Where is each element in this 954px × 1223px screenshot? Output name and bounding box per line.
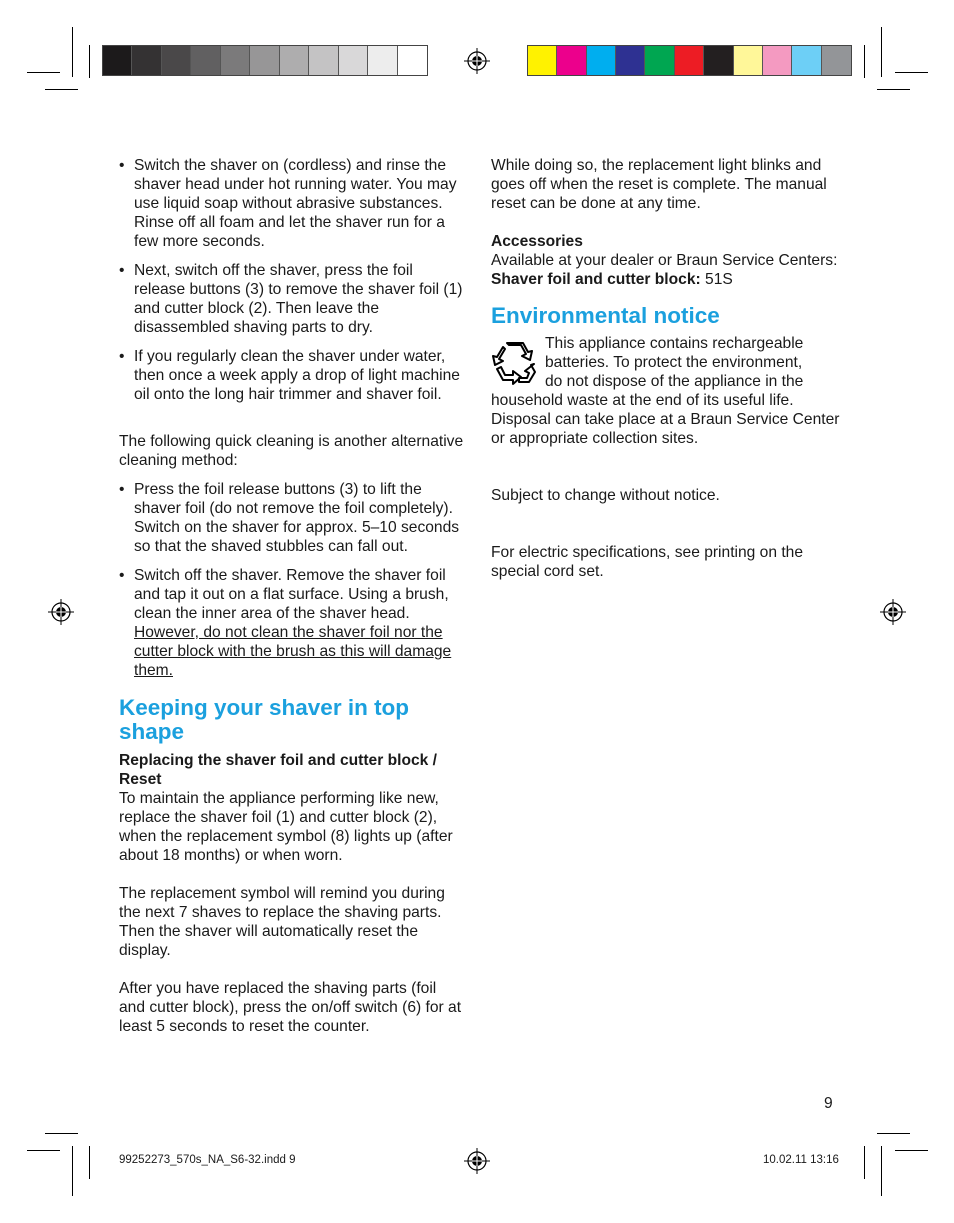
color-swatch: [645, 46, 674, 75]
crop-mark: [881, 1146, 882, 1196]
crop-mark: [72, 27, 73, 77]
env-line: batteries. To protect the environment,: [545, 354, 803, 371]
crop-mark: [45, 89, 78, 90]
accessories-item: [491, 270, 841, 289]
left-column: [119, 156, 464, 1036]
env-line: This appliance contains rechargeable: [545, 335, 804, 352]
section-heading: Environmental notice: [491, 303, 720, 328]
paragraph: After you have replaced the shaving parts (foil and cutter block), press the on/off switch (6) for at least 5 seconds to reset the counter.: [119, 980, 462, 1035]
subheading: Replacing the shaver foil and cutter block / Reset: [119, 752, 438, 788]
crop-mark: [881, 27, 882, 77]
accessories-heading: Accessories: [491, 233, 583, 250]
color-swatch: [822, 46, 851, 75]
crop-mark: [89, 45, 90, 78]
paragraph: To maintain the appliance performing like new, replace the shaver foil (1) and cutter block (2), when the replacement symbol (8) lights up (after about 18 months) or when worn.: [119, 790, 453, 864]
list-item: [119, 566, 464, 680]
list-item: • Next, switch off the shaver, press the foil release buttons (3) to remove the shaver foil (1) and cutter block (2). Then leave the disassembled shaving parts to dry.: [119, 261, 464, 337]
warning-text: However, do not clean the shaver foil nor the cutter block with the brush as this will damage them.: [134, 624, 452, 679]
subject-notice: Subject to change without notice.: [491, 487, 720, 504]
paragraph: The replacement symbol will remind you during the next 7 shaves to replace the shaving parts. Then the shaver will automatically reset the display.: [119, 885, 445, 959]
list-item: • Press the foil release buttons (3) to lift the shaver foil (do not remove the foil completely). Switch on the shaver for approx. 5–10 seconds so that the shaved stubbles can fall out.: [119, 480, 464, 556]
instruction-text: Switch off the shaver. Remove the shaver foil and tap it out on a flat surface. Using a brush, clean the inner area of the shaver head.: [134, 567, 449, 622]
color-swatch: [103, 46, 132, 75]
crop-mark: [27, 1150, 60, 1151]
color-swatch: [763, 46, 792, 75]
color-swatch: [191, 46, 220, 75]
color-swatch: [616, 46, 645, 75]
color-swatch: [221, 46, 250, 75]
crop-mark: [877, 89, 910, 90]
accessories-item-label: Shaver foil and cutter block:: [491, 271, 701, 288]
color-swatch: [398, 46, 427, 75]
registration-mark-icon: [464, 48, 490, 74]
recycle-icon: [491, 339, 539, 387]
crop-mark: [45, 1133, 78, 1134]
crop-mark: [877, 1133, 910, 1134]
page-number: 9: [824, 1095, 833, 1112]
color-swatch: [587, 46, 616, 75]
crop-mark: [72, 1146, 73, 1196]
crop-mark: [27, 72, 60, 73]
cleaning-steps-list: [119, 156, 464, 404]
crop-mark: [864, 45, 865, 78]
list-item: • Switch the shaver on (cordless) and rinse the shaver head under hot running water. You may use liquid soap without abrasive substances. Rinse off all foam and let the shaver run for a few more seconds.: [119, 156, 464, 251]
gray-color-bar: [102, 45, 428, 76]
color-swatch: [734, 46, 763, 75]
env-text: household waste at the end of its useful life. Disposal can take place at a Braun Service Center or appropriate collection sites.: [491, 392, 840, 447]
crop-mark: [864, 1146, 865, 1179]
env-line: do not dispose of the appliance in the: [545, 373, 804, 390]
section-heading: Keeping your shaver in top shape: [119, 695, 410, 744]
color-swatch: [528, 46, 557, 75]
color-swatch: [368, 46, 397, 75]
registration-mark-icon: [464, 1148, 490, 1174]
electric-notice: For electric specifications, see printing on the special cord set.: [491, 544, 804, 580]
crop-mark: [895, 1150, 928, 1151]
crop-mark: [89, 1146, 90, 1179]
registration-mark-icon: [880, 599, 906, 625]
color-swatch: [280, 46, 309, 75]
right-column: [491, 156, 841, 581]
color-swatch: [250, 46, 279, 75]
slug-file: 99252273_570s_NA_S6-32.indd 9: [119, 1154, 296, 1166]
accessories-item-value: 51S: [700, 271, 733, 288]
color-swatch: [557, 46, 586, 75]
registration-mark-icon: [48, 599, 74, 625]
color-swatch: [309, 46, 338, 75]
quick-cleaning-intro: The following quick cleaning is another alternative cleaning method:: [119, 433, 464, 469]
environmental-notice: [491, 334, 841, 448]
list-item: • If you regularly clean the shaver under water, then once a week apply a drop of light machine oil onto the long hair trimmer and shaver foil.: [119, 347, 464, 404]
cmyk-color-bar: [527, 45, 852, 76]
slug-date: 10.02.11 13:16: [763, 1154, 839, 1166]
color-swatch: [704, 46, 733, 75]
paragraph: While doing so, the replacement light blinks and goes off when the reset is complete. The manual reset can be done at any time.: [491, 157, 827, 212]
color-swatch: [792, 46, 821, 75]
crop-mark: [895, 72, 928, 73]
color-swatch: [132, 46, 161, 75]
color-swatch: [162, 46, 191, 75]
color-swatch: [339, 46, 368, 75]
quick-cleaning-list: [119, 480, 464, 680]
color-swatch: [675, 46, 704, 75]
accessories-text: Available at your dealer or Braun Service Centers:: [491, 252, 838, 269]
